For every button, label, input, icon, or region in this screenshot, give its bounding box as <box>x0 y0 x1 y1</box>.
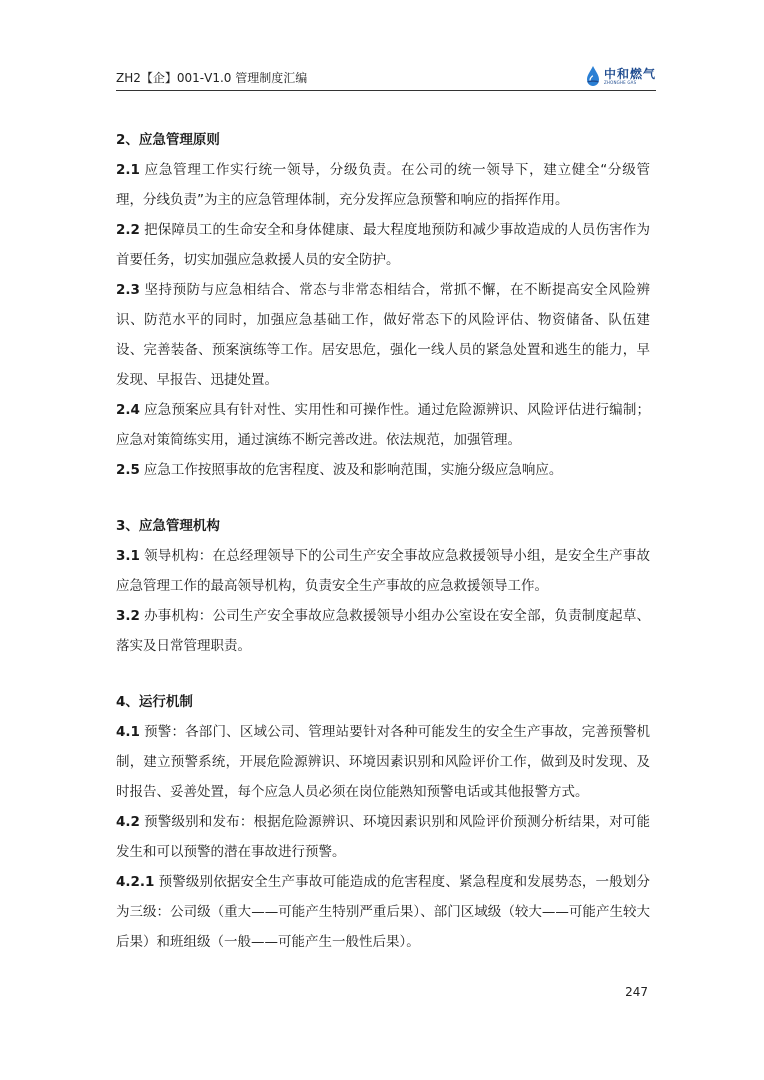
page-number: 247 <box>625 985 648 999</box>
section-title: 4、运行机制 <box>116 694 193 710</box>
page-header <box>116 60 656 91</box>
paragraph-text: 把保障员工的生命安全和身体健康、最大程度地预防和减少事故造成的人员伤害作为首要任务，切实加强应急救援人员的安全防护。 <box>116 222 650 268</box>
paragraph <box>116 807 650 867</box>
paragraph <box>116 275 650 395</box>
paragraph-text: 领导机构：在总经理领导下的公司生产安全事故应急救援领导小组，是安全生产事故应急管理工作的最高领导机构，负责安全生产事故的应急救援领导工作。 <box>116 548 650 594</box>
clause-number: 2.2 <box>116 222 140 238</box>
paragraph-text: 预警：各部门、区域公司、管理站要针对各种可能发生的安全生产事故，完善预警机制，建立预警系统，开展危险源辨识、环境因素识别和风险评价工作，做到及时发现、及时报告、妥善处置，每个应急人员必须在岗位能熟知预警电话或其他报警方式。 <box>116 724 650 800</box>
section-emergency-organization <box>116 511 650 661</box>
paragraph-text: 预警级别和发布：根据危险源辨识、环境因素识别和风险评价预测分析结果，对可能发生和可以预警的潜在事故进行预警。 <box>116 814 650 860</box>
paragraph-text: 办事机构：公司生产安全事故应急救援领导小组办公室设在安全部，负责制度起草、落实及日常管理职责。 <box>116 608 650 654</box>
clause-number: 4.2.1 <box>116 874 155 890</box>
paragraph <box>116 717 650 807</box>
clause-number: 4.2 <box>116 814 140 830</box>
clause-number: 2.5 <box>116 462 140 478</box>
paragraph <box>116 867 650 957</box>
clause-number: 2.3 <box>116 282 140 298</box>
clause-number: 2.1 <box>116 162 140 178</box>
paragraph-text: 应急工作按照事故的危害程度、波及和影响范围，实施分级应急响应。 <box>143 462 563 478</box>
document-body <box>116 125 650 983</box>
section-operating-mechanism <box>116 687 650 957</box>
section-title: 3、应急管理机构 <box>116 518 220 534</box>
company-logo <box>585 65 656 87</box>
paragraph-text: 预警级别依据安全生产事故可能造成的危害程度、紧急程度和发展势态，一般划分为三级：公司级（重大——可能产生特别严重后果）、部门区域级（较大——可能产生较大后果）和班组级（一般——可能产生一般性后果）。 <box>116 874 650 950</box>
clause-number: 3.2 <box>116 608 140 624</box>
logo-text <box>604 68 656 85</box>
paragraph <box>116 395 650 455</box>
paragraph <box>116 541 650 601</box>
clause-number: 4.1 <box>116 724 140 740</box>
logo-main-text: 中和燃气 <box>603 66 656 81</box>
paragraph <box>116 601 650 661</box>
paragraph <box>116 215 650 275</box>
paragraph-text: 坚持预防与应急相结合、常态与非常态相结合，常抓不懈，在不断提高安全风险辨识、防范水平的同时，加强应急基础工作，做好常态下的风险评估、物资储备、队伍建设、完善装备、预案演练等工作。居安思危，强化一线人员的紧急处置和逃生的能力，早发现、早报告、迅捷处置。 <box>116 282 650 388</box>
paragraph <box>116 155 650 215</box>
water-drop-icon <box>585 65 601 87</box>
clause-number: 2.4 <box>116 402 140 418</box>
paragraph-text: 应急预案应具有针对性、实用性和可操作性。通过危险源辨识、风险评估进行编制；应急对策简练实用，通过演练不断完善改进。依法规范，加强管理。 <box>116 402 650 448</box>
paragraph <box>116 455 650 485</box>
paragraph-text: 应急管理工作实行统一领导，分级负责。在公司的统一领导下，建立健全“分级管理，分线负责”为主的应急管理体制，充分发挥应急预警和响应的指挥作用。 <box>116 162 650 208</box>
clause-number: 3.1 <box>116 548 140 564</box>
logo-sub-text: ZHONGHE GAS <box>603 79 637 85</box>
section-title: 2、应急管理原则 <box>116 132 220 148</box>
section-emergency-principles <box>116 125 650 485</box>
header-title: ZH2【企】001-V1.0 管理制度汇编 <box>116 71 308 85</box>
